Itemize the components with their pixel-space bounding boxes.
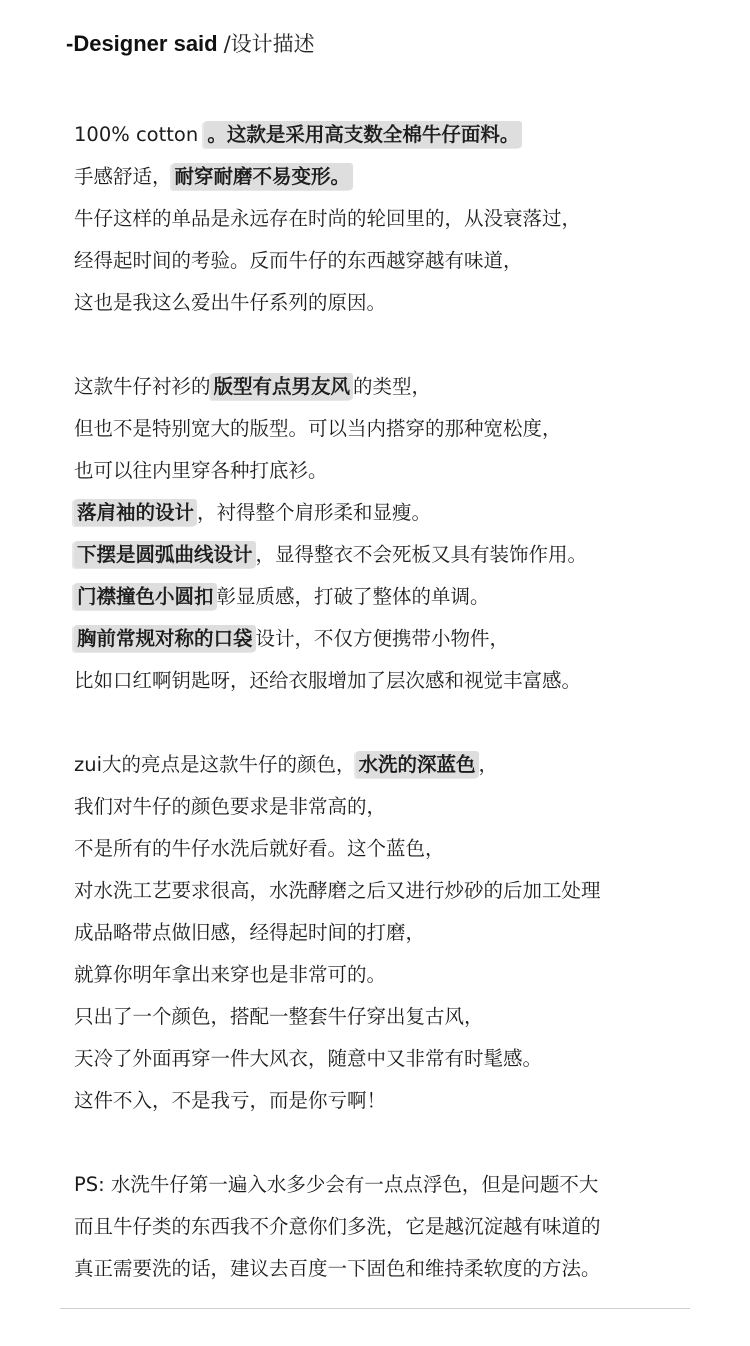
text-line (74, 870, 714, 912)
text-line (74, 366, 714, 408)
text-line (74, 198, 714, 240)
bottom-divider (60, 1308, 690, 1309)
text-line (74, 240, 714, 282)
text-line (74, 660, 714, 702)
text-line (74, 114, 714, 156)
highlight-text: 门襟撞色小圆扣 (74, 583, 217, 610)
paragraph (74, 366, 714, 702)
plain-text: ，显得整衣不会死板又具有装饰作用。 (255, 543, 588, 566)
text-line (74, 576, 714, 618)
highlight-text: 胸前常规对称的口袋 (74, 625, 256, 652)
section-header (66, 28, 315, 64)
plain-text: 也可以往内里穿各种打底衫。 (74, 459, 328, 482)
highlight-text: 下摆是圆弧曲线设计 (74, 541, 256, 568)
highlight-text: 。这款是采用高支数全棉牛仔面料。 (204, 121, 522, 148)
text-line (74, 156, 714, 198)
text-line (74, 450, 714, 492)
plain-text: zui大的亮点是这款牛仔的颜色， (74, 753, 356, 776)
header-title-cn: /设计描述 (223, 32, 315, 56)
description-body (74, 114, 714, 1332)
text-line (74, 744, 714, 786)
plain-text: 这件不入，不是我亏，而是你亏啊！ (74, 1089, 387, 1112)
highlight-text: 落肩袖的设计 (74, 499, 197, 526)
plain-text: 设计，不仅方便携带小物件， (255, 627, 510, 650)
text-line (74, 828, 714, 870)
highlight-text: 耐穿耐磨不易变形。 (172, 163, 354, 190)
text-line (74, 1038, 714, 1080)
text-line (74, 912, 714, 954)
plain-text: 彰显质感，打破了整体的单调。 (216, 585, 490, 608)
text-line (74, 282, 714, 324)
plain-text: 的类型， (353, 375, 432, 398)
plain-text: 这也是我这么爱出牛仔系列的原因。 (74, 291, 387, 314)
plain-text: PS: 水洗牛仔第一遍入水多少会有一点点浮色，但是问题不大 (74, 1173, 599, 1196)
plain-text: 手感舒适， (74, 165, 172, 188)
text-line (74, 1164, 714, 1206)
plain-text: 这款牛仔衬衫的 (74, 375, 211, 398)
paragraph (74, 114, 714, 324)
text-line (74, 996, 714, 1038)
text-line (74, 534, 714, 576)
text-line (74, 492, 714, 534)
plain-text: 而且牛仔类的东西我不介意你们多洗，它是越沉淀越有味道的 (74, 1215, 601, 1238)
paragraph (74, 744, 714, 1122)
plain-text: 不是所有的牛仔水洗后就好看。这个蓝色， (74, 837, 445, 860)
plain-text: 但也不是特别宽大的版型。可以当内搭穿的那种宽松度， (74, 417, 562, 440)
plain-text: 天冷了外面再穿一件大风衣，随意中又非常有时髦感。 (74, 1047, 543, 1070)
text-line (74, 1080, 714, 1122)
plain-text: 只出了一个颜色，搭配一整套牛仔穿出复古风， (74, 1005, 484, 1028)
header-title-en: -Designer said (66, 31, 218, 56)
plain-text: ， (478, 753, 499, 776)
plain-text: 对水洗工艺要求很高，水洗酵磨之后又进行炒砂的后加工处理 (74, 879, 601, 902)
plain-text: 真正需要洗的话，建议去百度一下固色和维持柔软度的方法。 (74, 1257, 601, 1280)
text-line (74, 1248, 714, 1290)
text-line (74, 954, 714, 996)
paragraph (74, 1164, 714, 1290)
plain-text: ，衬得整个肩形柔和显瘦。 (197, 501, 432, 524)
plain-text: 牛仔这样的单品是永远存在时尚的轮回里的，从没衰落过， (74, 207, 582, 230)
highlight-text: 版型有点男友风 (211, 373, 354, 400)
highlight-text: 水洗的深蓝色 (356, 751, 479, 778)
text-line (74, 786, 714, 828)
plain-text: 经得起时间的考验。反而牛仔的东西越穿越有味道， (74, 249, 523, 272)
plain-text: 我们对牛仔的颜色要求是非常高的， (74, 795, 387, 818)
text-line (74, 618, 714, 660)
text-line (74, 408, 714, 450)
plain-text: 就算你明年拿出来穿也是非常可的。 (74, 963, 387, 986)
plain-text: 100% cotton (74, 123, 205, 146)
plain-text: 比如口红啊钥匙呀，还给衣服增加了层次感和视觉丰富感。 (74, 669, 582, 692)
plain-text: 成品略带点做旧感，经得起时间的打磨， (74, 921, 426, 944)
text-line (74, 1206, 714, 1248)
